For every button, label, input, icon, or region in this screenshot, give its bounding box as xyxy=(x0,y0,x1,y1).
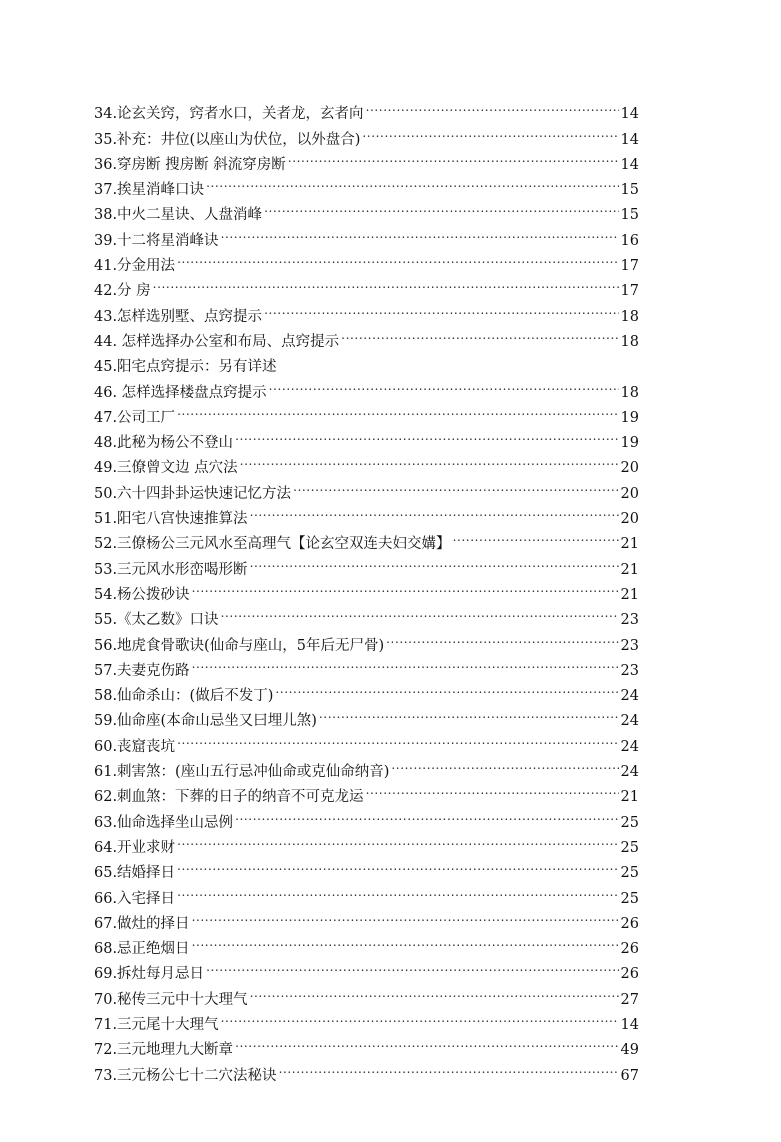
toc-entry-title: 66.入宅择日 xyxy=(94,890,176,907)
toc-entry-title: 60.丧窟丧坑 xyxy=(94,738,176,755)
toc-entry-page: 24 xyxy=(620,764,639,781)
toc-entry-page: 27 xyxy=(620,991,639,1008)
toc-dot-leader xyxy=(190,903,619,928)
toc-dot-leader xyxy=(364,93,619,118)
toc-entry-title: 53.三元风水形峦喝形断 xyxy=(94,561,248,578)
toc-dot-leader xyxy=(219,219,619,244)
toc-entry-page: 18 xyxy=(620,333,639,350)
toc-dot-leader xyxy=(273,675,618,700)
toc-dot-leader xyxy=(360,118,618,143)
toc-entry-page: 26 xyxy=(620,941,639,958)
toc-entry-page: 25 xyxy=(620,890,639,907)
toc-dot-leader xyxy=(364,776,619,801)
toc-entry-title: 44. 怎样选择办公室和布局、点窍提示 xyxy=(94,333,340,350)
toc-entry-page: 18 xyxy=(620,384,639,401)
toc-entry[interactable] xyxy=(94,397,639,426)
toc-entry[interactable] xyxy=(94,93,639,123)
toc-entry-title: 43.怎样选别墅、点窍提示 xyxy=(94,308,263,325)
toc-entry-title: 37.挨星消峰口诀 xyxy=(94,182,205,199)
toc-dot-leader xyxy=(286,144,619,169)
toc-entry[interactable] xyxy=(94,295,639,325)
toc-entry-page: 14 xyxy=(620,131,639,148)
toc-entry-page: 19 xyxy=(620,409,639,426)
toc-dot-leader xyxy=(233,801,618,826)
toc-dot-leader xyxy=(219,599,619,624)
toc-entry-title: 68.忌正绝烟日 xyxy=(94,941,190,958)
toc-entry-page: 23 xyxy=(620,612,639,629)
toc-entry-title: 62.刺血煞：下葬的日子的纳音不可克龙运 xyxy=(94,789,364,806)
toc-entry-page: 26 xyxy=(620,915,639,932)
toc-entry-page: 25 xyxy=(620,814,639,831)
toc-dot-leader xyxy=(151,270,619,295)
toc-entry[interactable] xyxy=(94,245,639,275)
toc-entry-title: 63.仙命选择坐山忌例 xyxy=(94,814,234,831)
toc-dot-leader xyxy=(389,751,618,776)
toc-entry-title: 58.仙命杀山：(做后不发丁) xyxy=(94,688,274,705)
toc-entry-page: 14 xyxy=(620,156,639,173)
toc-dot-leader xyxy=(384,624,618,649)
toc-dot-leader xyxy=(339,321,618,346)
toc-entry-page: 17 xyxy=(620,258,639,275)
toc-entry[interactable] xyxy=(94,877,639,907)
toc-entry-page: 20 xyxy=(620,511,639,528)
toc-entry-title: 45.阳宅点窍提示：另有详述 xyxy=(94,359,277,376)
toc-entry[interactable] xyxy=(94,725,639,755)
toc-entry-title: 67.做灶的择日 xyxy=(94,915,190,932)
toc-dot-leader xyxy=(248,978,619,1003)
toc-dot-leader xyxy=(190,928,619,953)
toc-entry-title: 42.分 房 xyxy=(94,283,151,300)
toc-dot-leader xyxy=(175,397,618,422)
toc-entry[interactable] xyxy=(94,903,639,932)
toc-entry-title: 54.杨公拨砂诀 xyxy=(94,586,190,603)
toc-entry-title: 36.穿房断 搜房断 斜流穿房断 xyxy=(94,156,286,173)
toc-dot-leader xyxy=(317,700,619,725)
toc-entry-title: 73.三元杨公七十二穴法秘诀 xyxy=(94,1067,277,1084)
toc-dot-leader xyxy=(248,548,619,573)
toc-entry-title: 59.仙命座(本命山忌坐又曰埋儿煞) xyxy=(94,713,317,730)
toc-dot-leader xyxy=(291,472,618,497)
toc-dot-leader xyxy=(267,371,619,396)
toc-entry-title: 51.阳宅八宫快速推算法 xyxy=(94,511,248,528)
toc-entry[interactable] xyxy=(94,827,639,856)
toc-dot-leader xyxy=(175,877,618,902)
toc-dot-leader xyxy=(233,1029,618,1054)
toc-entry-page: 14 xyxy=(620,1016,639,1033)
toc-dot-leader xyxy=(233,422,618,447)
toc-entry[interactable] xyxy=(94,852,639,882)
toc-entry-page: 20 xyxy=(620,460,639,477)
toc-entry-title: 35.补充：井位(以座山为伏位，以外盘合) xyxy=(94,131,361,148)
toc-entry-page: 19 xyxy=(620,435,639,452)
toc-entry-page: 26 xyxy=(620,966,639,983)
toc-entry-page: 16 xyxy=(620,232,639,249)
toc-dot-leader xyxy=(277,1054,619,1079)
toc-entry-page: 25 xyxy=(620,839,639,856)
toc-dot-leader xyxy=(175,245,618,270)
toc-entry-title: 55.《太乙数》口诀 xyxy=(94,612,219,629)
toc-entry-title: 71.三元尾十大理气 xyxy=(94,1016,219,1033)
toc-entry-title: 72.三元地理九大断章 xyxy=(94,1042,234,1059)
toc-dot-leader xyxy=(190,650,619,675)
toc-entry-title: 64.开业求财 xyxy=(94,839,176,856)
toc-entry-title: 41.分金用法 xyxy=(94,258,176,275)
toc-entry-title: 47.公司工厂 xyxy=(94,409,176,426)
toc-dot-leader xyxy=(262,295,618,320)
toc-dot-leader xyxy=(277,346,637,371)
toc-entry-page: 17 xyxy=(620,283,639,300)
toc-entry-title: 46. 怎样选择楼盘点窍提示 xyxy=(94,384,267,401)
toc-dot-leader xyxy=(175,725,618,750)
toc-entry-page: 15 xyxy=(620,207,639,224)
toc-entry[interactable] xyxy=(94,270,639,300)
toc-entry-title: 49.三僚曾文边 点穴法 xyxy=(94,460,238,477)
toc-entry-title: 39.十二将星消峰诀 xyxy=(94,232,219,249)
toc-entry-page: 21 xyxy=(620,789,639,806)
toc-entry-page: 20 xyxy=(620,485,639,502)
toc-entry-page: 21 xyxy=(620,586,639,603)
toc-dot-leader xyxy=(175,827,618,852)
toc-entry-page: 24 xyxy=(620,713,639,730)
toc-entry-title: 61.刺害煞：(座山五行忌冲仙命或克仙命纳音) xyxy=(94,764,390,781)
toc-entry-page: 24 xyxy=(620,738,639,755)
toc-entry-title: 38.中火二星诀、人盘消峰 xyxy=(94,207,263,224)
toc-entry-page: 15 xyxy=(620,182,639,199)
toc-dot-leader xyxy=(190,574,619,599)
toc-entry-title: 34.论玄关窍，窍者水口，关者龙，玄者向 xyxy=(94,106,364,123)
toc-entry-title: 56.地虎食骨歌诀(仙命与座山，5年后无尸骨) xyxy=(94,637,385,654)
toc-entry-page: 49 xyxy=(620,1042,639,1059)
toc-dot-leader xyxy=(204,953,618,978)
toc-dot-leader xyxy=(219,1004,619,1029)
toc-entry[interactable] xyxy=(94,422,639,452)
toc-entry-page: 21 xyxy=(620,561,639,578)
toc-dot-leader xyxy=(451,523,619,548)
toc-entry-page: 25 xyxy=(620,865,639,882)
toc-dot-leader xyxy=(175,852,618,877)
toc-entry-page: 14 xyxy=(620,106,639,123)
toc-entry-page: 67 xyxy=(620,1067,639,1084)
toc-entry-page: 18 xyxy=(620,308,639,325)
toc-dot-leader xyxy=(262,194,618,219)
table-of-contents xyxy=(94,93,639,1084)
toc-entry-page: 23 xyxy=(620,637,639,654)
toc-entry-page: 23 xyxy=(620,662,639,679)
toc-entry-page: 24 xyxy=(620,688,639,705)
toc-dot-leader xyxy=(204,169,618,194)
toc-dot-leader xyxy=(238,447,619,472)
toc-entry-title: 57.夫妻克伤路 xyxy=(94,662,190,679)
toc-entry-title: 65.结婚择日 xyxy=(94,865,176,882)
toc-entry[interactable] xyxy=(94,751,639,781)
toc-entry-title: 48.此秘为杨公不登山 xyxy=(94,435,234,452)
toc-entry-title: 69.拆灶每月忌日 xyxy=(94,966,205,983)
toc-entry-title: 70.秘传三元中十大理气 xyxy=(94,991,248,1008)
toc-dot-leader xyxy=(248,498,619,523)
toc-entry-page: 21 xyxy=(620,536,639,553)
toc-entry-title: 50.六十四卦卦运快速记忆方法 xyxy=(94,485,292,502)
toc-entry-title: 52.三僚杨公三元风水至高理气【论玄空双连夫妇交媾】 xyxy=(94,536,451,553)
